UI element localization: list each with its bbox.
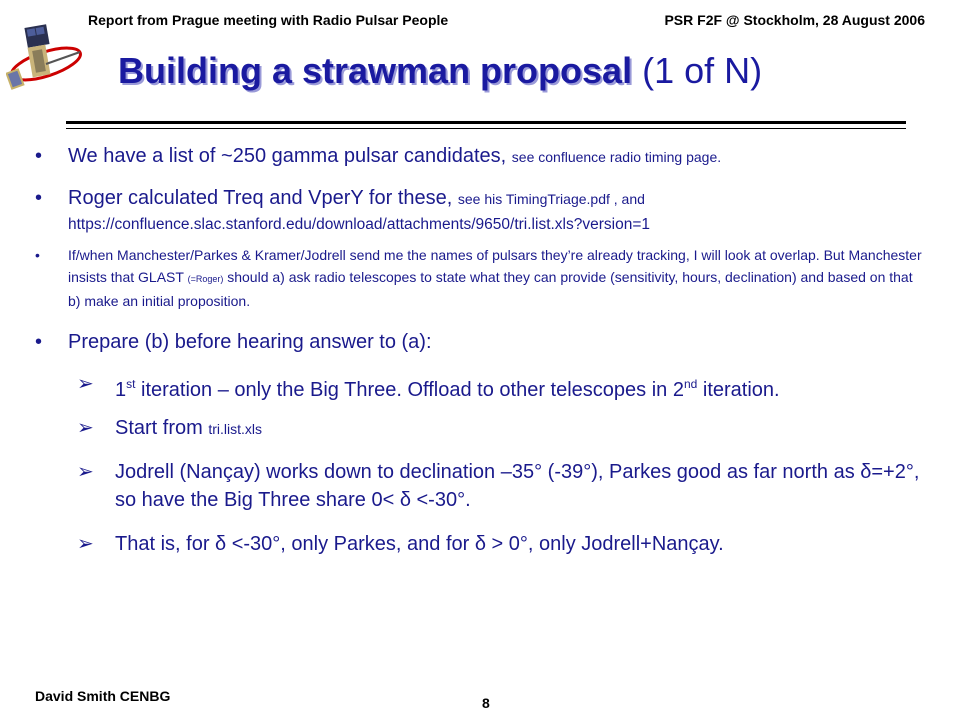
- sub-bullet-2: [77, 414, 935, 443]
- bullet-dot: •: [35, 247, 40, 263]
- sub-2-text: Start from: [115, 417, 209, 439]
- arrow-icon: ➢: [77, 461, 94, 483]
- bullet-1: [35, 144, 938, 169]
- sub-bullet-4: [77, 530, 935, 558]
- bullet-dot: •: [35, 331, 43, 353]
- sub-1-sup-2: nd: [683, 377, 698, 391]
- arrow-icon: ➢: [77, 417, 94, 439]
- header-right: PSR F2F @ Stockholm, 28 August 2006: [664, 12, 925, 28]
- bullet-2-main: Roger calculated Treq and VperY for these,: [68, 187, 453, 209]
- arrow-icon: ➢: [77, 533, 94, 555]
- bullet-3-tiny: (=Roger): [187, 274, 224, 284]
- bullet-dot: •: [35, 145, 43, 167]
- sub-1-text-a: 1: [115, 379, 127, 401]
- title-bold: Building a strawman proposal: [118, 50, 633, 91]
- sub-bullet-1: [77, 370, 935, 404]
- sub-1-text-b: iteration – only the Big Three. Offload to other telescopes in 2: [135, 379, 684, 401]
- bullet-1-small: see confluence radio timing page.: [511, 149, 722, 165]
- bullet-2-small: see his TimingTriage.pdf , and: [457, 191, 645, 207]
- page-title: [118, 50, 762, 92]
- bullet-4-main: Prepare (b) before hearing answer to (a):: [68, 331, 432, 353]
- bullet-3-part1: If/when Manchester/Parkes & Kramer/Jodrell send me the names of pulsars they’re already tracking, I will look at overlap. But Manchester insists that GLAST: [68, 247, 922, 285]
- bullet-2-url: https://confluence.slac.stanford.edu/download/attachments/9650/tri.list.xls?version=1: [68, 216, 651, 233]
- sub-1-text-c: iteration.: [697, 379, 780, 401]
- bullet-2: [35, 186, 938, 237]
- header-left: Report from Prague meeting with Radio Pulsar People: [88, 12, 449, 28]
- arrow-icon: ➢: [77, 373, 94, 395]
- sub-4-text: That is, for δ <-30°, only Parkes, and for δ > 0°, only Jodrell+Nançay.: [115, 533, 724, 555]
- page-number: 8: [482, 695, 490, 711]
- sub-2-small: tri.list.xls: [208, 421, 263, 437]
- glast-satellite-icon: [6, 18, 86, 98]
- sub-3-text: Jodrell (Nançay) works down to declination –35° (-39°), Parkes good as far north as δ=+2°, so have the Big Three share 0< δ <-30°.: [115, 461, 920, 511]
- title-rule-thick: [66, 121, 906, 124]
- bullet-3: [35, 244, 923, 312]
- sub-1-sup-1: st: [126, 377, 136, 391]
- footer-author: David Smith CENBG: [35, 688, 171, 704]
- bullet-1-main: We have a list of ~250 gamma pulsar candidates,: [68, 145, 507, 167]
- bullet-4: [35, 330, 938, 354]
- title-normal: (1 of N): [642, 50, 763, 91]
- bullet-3-part2: should a) ask radio telescopes to state what they can provide (sensitivity, hours, declination) and based on that b) make an initial proposition.: [68, 269, 913, 309]
- sub-bullet-3: [77, 458, 935, 514]
- title-rule-thin: [66, 128, 906, 129]
- bullet-dot: •: [35, 187, 43, 209]
